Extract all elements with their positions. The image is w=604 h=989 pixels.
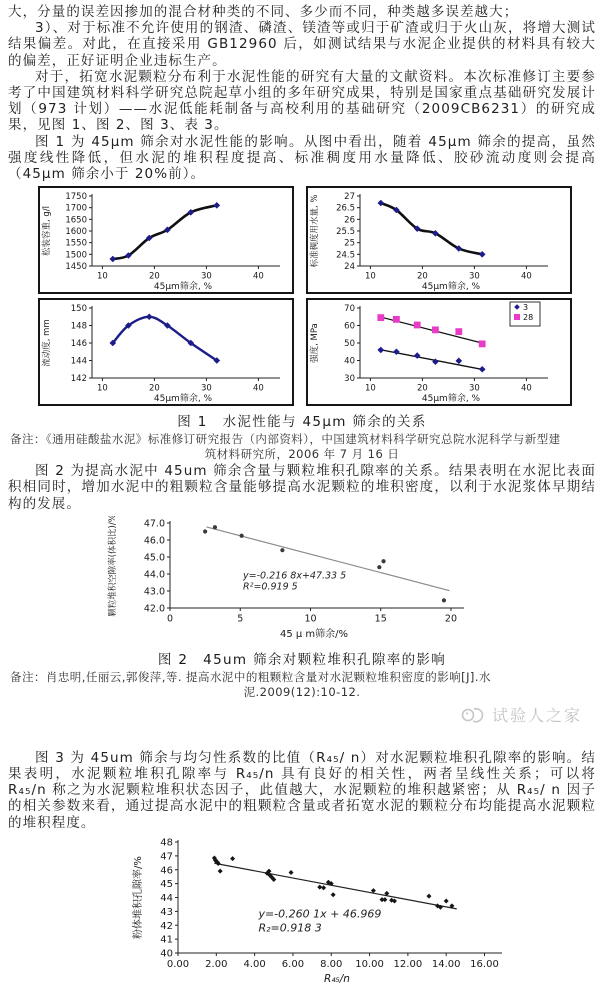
svg-text:R²=0.919 5: R²=0.919 5: [243, 581, 298, 593]
figure1-water-demand-panel: [306, 186, 572, 294]
svg-text:1550: 1550: [65, 238, 87, 249]
figure1-strength-panel: [306, 298, 572, 406]
svg-text:14.00: 14.00: [431, 958, 461, 970]
svg-text:流动度, mm: 流动度, mm: [42, 319, 52, 367]
svg-text:70: 70: [344, 304, 355, 315]
svg-text:40: 40: [344, 356, 355, 367]
svg-text:44: 44: [160, 892, 173, 904]
powder-porosity-vs-r45n-chart: [132, 837, 510, 985]
svg-text:50: 50: [344, 339, 355, 350]
watermark: [6, 702, 598, 728]
svg-text:10: 10: [96, 383, 108, 394]
svg-text:30: 30: [468, 271, 480, 282]
figure1-note-line1: 备注：《通用硅酸盐水泥》标准修订研究报告（内部资料），中国建筑材料科学研究总院水泥科学与新型建: [10, 432, 561, 447]
figure2-note-line1: 备注：肖忠明,任丽云,郭俊萍,等. 提高水泥中的粗颗粒含量对水泥颗粒堆积密度的影响[J].水: [10, 669, 491, 684]
svg-text:42: 42: [160, 920, 173, 932]
svg-text:20: 20: [148, 383, 160, 394]
svg-text:148: 148: [70, 321, 87, 332]
svg-text:1750: 1750: [65, 192, 87, 203]
paragraph-research-background: 对于，拓宽水泥颗粒分布利于水泥性能的研究有大量的文献资料。本次标准修订主要参考了中国建筑材料科学研究总院起草小组的多年研究成果，特别是国家重点基础研究发展计划（973 计划）——水泥低能耗制备与高校利用的基础研究（2009CB6231）的研究成果，见图 1、图 2、图 3、表 3。: [8, 68, 596, 134]
figure1-note: [10, 432, 594, 462]
strength-chart: [308, 300, 558, 404]
svg-text:45.0: 45.0: [143, 552, 165, 564]
svg-text:30: 30: [344, 374, 355, 385]
svg-text:20: 20: [416, 271, 428, 282]
svg-text:40: 40: [520, 383, 532, 394]
svg-text:1500: 1500: [65, 250, 87, 261]
svg-text:43: 43: [160, 906, 173, 918]
svg-text:1650: 1650: [65, 215, 87, 226]
fluidity-chart: [40, 300, 290, 404]
svg-text:40: 40: [520, 271, 532, 282]
svg-text:47: 47: [160, 851, 173, 863]
svg-text:46.0: 46.0: [143, 535, 165, 547]
svg-text:1450: 1450: [65, 262, 87, 273]
svg-text:40: 40: [252, 271, 264, 282]
svg-text:45μm筛余, %: 45μm筛余, %: [421, 394, 481, 405]
svg-text:150: 150: [70, 304, 87, 315]
svg-text:45: 45: [160, 879, 173, 891]
porosity-vs-residue-chart: [106, 516, 470, 640]
svg-text:颗粒堆积空隙率(体积比)/%: 颗粒堆积空隙率(体积比)/%: [108, 515, 118, 617]
svg-text:1700: 1700: [65, 203, 87, 214]
svg-text:45 μ m筛余/%: 45 μ m筛余/%: [279, 628, 349, 640]
svg-text:强度, MPa: 强度, MPa: [310, 323, 320, 364]
section-spacer: [6, 728, 598, 750]
svg-text:15: 15: [374, 613, 387, 625]
svg-text:y=-0.216 8x+47.33 5: y=-0.216 8x+47.33 5: [243, 570, 347, 582]
figure2-caption: 图 2 45um 筛余对颗粒堆积孔隙率的影响: [157, 651, 447, 668]
svg-text:146: 146: [70, 339, 87, 350]
figure2-note: [10, 670, 594, 700]
paragraph-continuation: 大，分量的误差因掺加的混合材种类的不同、多少而不同，种类越多误差越大；: [8, 4, 519, 20]
figure1-fluidity-panel: [38, 298, 294, 406]
svg-text:1600: 1600: [65, 227, 87, 238]
svg-text:10: 10: [364, 383, 376, 394]
svg-text:46: 46: [160, 865, 173, 877]
svg-text:60: 60: [344, 321, 355, 332]
svg-text:16.00: 16.00: [470, 958, 499, 970]
svg-text:2.00: 2.00: [205, 958, 228, 970]
svg-text:20: 20: [148, 271, 160, 282]
watermark-logo-icon: [460, 705, 488, 725]
svg-text:y=-0.260 1x + 46.969: y=-0.260 1x + 46.969: [258, 907, 382, 921]
svg-text:26.5: 26.5: [336, 203, 355, 214]
svg-text:30: 30: [200, 383, 212, 394]
svg-text:28: 28: [523, 313, 534, 323]
svg-text:30: 30: [468, 383, 480, 394]
svg-text:R₂=0.918 3: R₂=0.918 3: [258, 921, 322, 935]
figure3-chart-wrap: [132, 837, 512, 989]
svg-text:粉体堆积孔隙率/%: 粉体堆积孔隙率/%: [133, 855, 144, 939]
svg-text:40: 40: [160, 948, 173, 960]
figure2-chart-wrap: [106, 516, 472, 644]
svg-text:142: 142: [70, 374, 87, 385]
paragraph-figure1-intro: 图 1 为 45μm 筛余对水泥性能的影响。从图中看出，随着 45μm 筛余的提高，虽然强度线性降低，但水泥的堆积程度提高、标准稠度用水量降低、胶砂流动度则会提高（45μm 筛余小于 20%前）。: [8, 133, 596, 183]
svg-text:144: 144: [70, 356, 87, 367]
svg-text:6.00: 6.00: [281, 958, 305, 970]
svg-text:10.00: 10.00: [355, 958, 384, 970]
svg-text:42.0: 42.0: [143, 603, 165, 615]
paragraph-item3: 3）、对于标准不允许使用的钢渣、磷渣、镁渣等或归于矿渣或归于火山灰，将增大测试结果偏差。对此，在直接采用 GB12960 后，如测试结果与水泥企业提供的材料具有较大的偏差，正好证明企业违标生产。: [8, 20, 596, 69]
svg-text:45μm筛余, %: 45μm筛余, %: [421, 282, 481, 293]
svg-text:27: 27: [344, 192, 355, 203]
figure1-bulk-density-panel: [38, 186, 294, 294]
water-demand-chart: [308, 188, 558, 292]
svg-text:43.0: 43.0: [143, 586, 165, 598]
svg-text:25: 25: [344, 238, 355, 249]
svg-text:10: 10: [304, 613, 317, 625]
svg-text:41: 41: [160, 934, 173, 946]
svg-text:0: 0: [166, 613, 174, 625]
figure2-note-line2: 泥.2009(12):10-12.: [243, 684, 361, 699]
svg-text:20: 20: [416, 383, 428, 394]
svg-text:4.00: 4.00: [243, 958, 266, 970]
svg-text:45μm筛余, %: 45μm筛余, %: [153, 394, 213, 405]
figure1-panel-grid: [38, 186, 598, 406]
bulk-density-chart: [40, 188, 290, 292]
svg-text:24: 24: [344, 262, 355, 273]
svg-text:47.0: 47.0: [143, 518, 165, 530]
watermark-text: 试验人之家: [491, 706, 582, 726]
svg-text:20: 20: [444, 613, 458, 625]
paragraph-figure2-intro: 图 2 为提高水泥中 45um 筛余含量与颗粒堆积孔隙率的关系。结果表明在水泥比表面积相同时，增加水泥中的粗颗粒含量能够提高水泥颗粒的堆积密度，以利于水泥浆体早期结构的发展。: [8, 463, 596, 512]
svg-text:44.0: 44.0: [143, 569, 165, 581]
svg-text:5: 5: [237, 613, 244, 625]
svg-text:25.5: 25.5: [336, 227, 355, 238]
svg-text:3: 3: [523, 303, 529, 313]
paragraph-figure3-intro: 图 3 为 45um 筛余与均匀性系数的比值（R₄₅/ n）对水泥颗粒堆积孔隙率的影响。结果表明，水泥颗粒堆积孔隙率与 R₄₅/n 具有良好的相关性，两者呈线性关系；可以将 R₄₅/n 称之为水泥颗粒堆积状态因子，此值越大，水泥颗粒的堆积越紧密；从 R₄₅/ n 因子的相关参数来看，通过提高水泥中的粗颗粒含量或者拓宽水泥的颗粒分布均能提高水泥颗粒的堆积程度。: [8, 749, 596, 831]
svg-text:26: 26: [344, 215, 355, 226]
svg-text:R₄₅/n: R₄₅/n: [324, 972, 350, 985]
figure1-note-line2: 筑材料研究所，2006 年 7 月 16 日: [204, 447, 400, 462]
svg-text:40: 40: [252, 383, 264, 394]
svg-text:8.00: 8.00: [320, 958, 343, 970]
svg-text:10: 10: [96, 271, 108, 282]
svg-text:12.00: 12.00: [393, 958, 423, 970]
figure1-caption: 图 1 水泥性能与 45μm 筛余的关系: [177, 414, 427, 431]
svg-text:48: 48: [160, 837, 173, 849]
svg-text:30: 30: [200, 271, 212, 282]
svg-text:标准稠度用水量, %: 标准稠度用水量, %: [310, 194, 320, 268]
svg-text:松装容重, g/l: 松装容重, g/l: [42, 206, 52, 257]
svg-text:0.00: 0.00: [166, 958, 190, 970]
svg-text:10: 10: [364, 271, 376, 282]
svg-text:45μm筛余, %: 45μm筛余, %: [153, 282, 213, 293]
svg-text:24.5: 24.5: [336, 250, 355, 261]
